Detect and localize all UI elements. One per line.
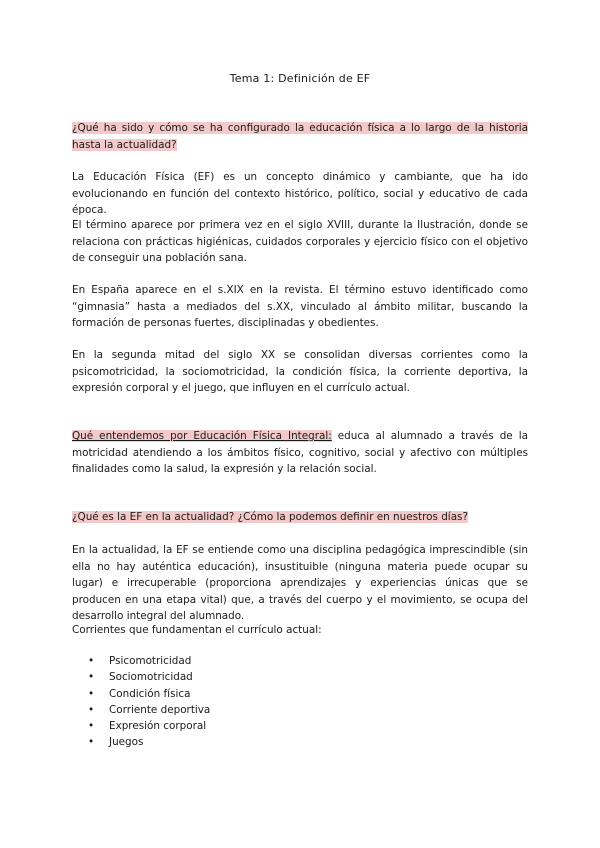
list-item: • Juegos (88, 734, 210, 750)
list-item: • Psicomotricidad (88, 653, 210, 669)
currents-list (88, 653, 210, 751)
list-intro: Corrientes que fundamentan el currículo actual: (72, 624, 322, 636)
paragraph-definition: La Educación Física (EF) es un concepto dinámico y cambiante, que ha ido evolucionando en función del contexto histórico, político, social y educativo de cada época. (72, 171, 528, 216)
integral-label: Qué entendemos por Educación Física Integral: (72, 430, 332, 442)
paragraph-integral (72, 428, 528, 478)
list-item: • Expresión corporal (88, 718, 210, 734)
list-item: • Corriente deportiva (88, 702, 210, 718)
list-item: • Condición física (88, 686, 210, 702)
bullet-icon: • (88, 736, 95, 749)
bullet-icon: • (88, 671, 95, 684)
bullet-icon: • (88, 720, 95, 733)
paragraph-spain: En España aparece en el s.XIX en la revista. El término estuvo identificado como “gimnasia” hasta a mediados del s.XX, vinculado al ámbito militar, buscando la formación de personas fuertes, disciplinadas y obedientes. (72, 284, 528, 329)
bullet-icon: • (88, 687, 95, 700)
question-history-text: ¿Qué ha sido y cómo se ha configurado la educación física a lo largo de la historia hasta la actualidad? (72, 122, 528, 151)
question-current-text: ¿Qué es la EF en la actualidad? ¿Cómo la podemos definir en nuestros días? (72, 511, 468, 523)
paragraph-currents: En la segunda mitad del siglo XX se consolidan diversas corrientes como la psicomotricidad, la sociomotricidad, la condición física, la corriente deportiva, la expresión corporal y el juego, que influyen en el currículo actual. (72, 349, 528, 394)
paragraph-origin: El término aparece por primera vez en el siglo XVIII, durante la Ilustración, donde se relaciona con prácticas higiénicas, cuidados corporales y ejercicio físico con el objetivo de conseguir una población sana. (72, 219, 528, 264)
question-history (72, 120, 528, 153)
integral-text: educa al alumnado a través de la motricidad atendiendo a los ámbitos físico, cognitivo, social y afectivo con múltiples finalidades como la salud, la expresión y la relación social. (72, 430, 528, 475)
page-title: Tema 1: Definición de EF (229, 72, 371, 85)
question-current (72, 509, 528, 526)
list-item: • Sociomotricidad (88, 669, 210, 685)
bullet-icon: • (88, 655, 95, 667)
bullet-icon: • (88, 703, 95, 716)
paragraph-current-definition: En la actualidad, la EF se entiende como una disciplina pedagógica imprescindible (sin ella no hay auténtica educación), insustituible (ninguna materia puede ocupar su lugar) e irrecuperable (proporciona aprendizajes y experiencias únicas que se producen en una etapa vital) que, a través del cuerpo y el movimiento, se ocupa del desarrollo integral del alumnado. (72, 544, 528, 622)
